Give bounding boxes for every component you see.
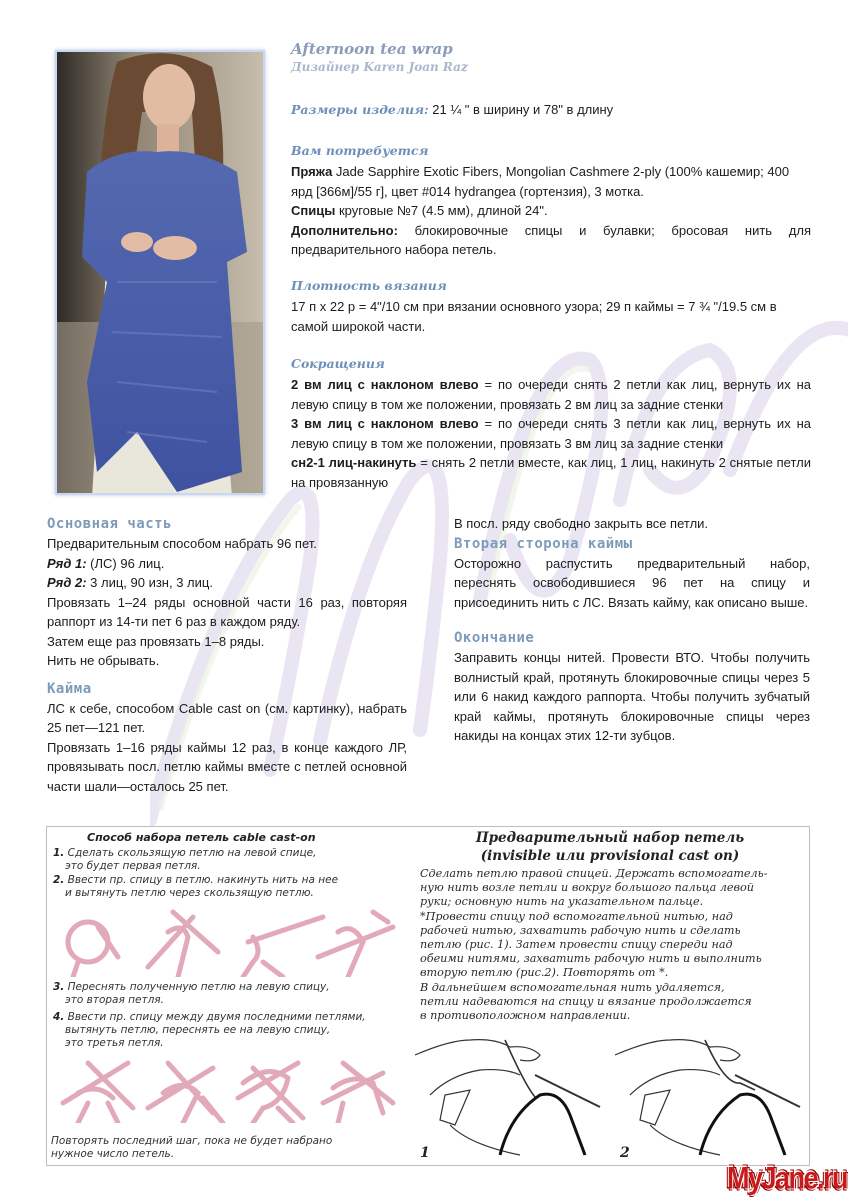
hand-figure-2	[615, 1040, 800, 1155]
site-logo[interactable]: MyJane.ru	[727, 1160, 848, 1196]
abbreviation-definition: = по очереди снять 2 петли как лиц, вернуть их на левую спицу в том же положении, провязать 2 вм лиц за задние стенки	[291, 377, 812, 412]
step-number: 4.	[53, 1011, 65, 1023]
instruction-line: вторую петлю (рис.2). Повторять от *.	[420, 966, 669, 980]
provisional-title-line: (invisible или provisional cast on)	[480, 848, 740, 864]
cable-cast-on-title: Способ набора петель cable cast-on	[87, 831, 316, 844]
abbreviation-term: 3 вм лиц с наклоном влево	[291, 416, 479, 431]
step-text: это будет первая петля.	[65, 860, 201, 872]
step-number: 3.	[53, 981, 65, 993]
border-heading: Кайма	[47, 680, 92, 697]
gauge-heading: Плотность вязания	[291, 278, 447, 293]
row-1-label: Ряд 1:	[47, 555, 87, 571]
row-1-text: (ЛС) 96 лиц.	[86, 555, 165, 571]
needles-text: круговые №7 (4.5 мм), длиной 24".	[335, 203, 548, 218]
yarn-label: Пряжа	[291, 164, 333, 179]
sizes-label: Размеры изделия:	[291, 102, 429, 117]
footer-text: Повторять последний шаг, пока не будет набрано	[51, 1135, 333, 1147]
main-part-heading: Основная часть	[47, 516, 173, 532]
abbreviations-section	[291, 353, 811, 492]
extras-paragraph	[291, 221, 811, 260]
extras-label: Дополнительно:	[291, 222, 398, 238]
instruction-line: в противоположном направлении.	[420, 1009, 631, 1023]
cast-on-step	[53, 874, 338, 900]
instruction-line: руки; основную нить на указательном пальце.	[420, 895, 704, 909]
transfer-loop-illustration	[318, 912, 393, 977]
materials-heading: Вам потребуется	[291, 143, 429, 158]
pattern-title: Afternoon tea wrap	[291, 40, 453, 58]
instruction-line: В дальнейшем вспомогательная нить удаляется,	[420, 980, 725, 994]
second-side-text: Осторожно распустить предварительный набор, переснять освободившиеся 96 пет на спицу и присоединить нить с ЛС. Вязать кайму, как описано выше.	[454, 555, 810, 610]
instruction-line: обеими нитями, захватить рабочую нить и выполнить	[420, 952, 762, 966]
main-part-extra-rows: Затем еще раз провязать 1–8 ряды.	[47, 633, 265, 649]
finishing-text: Заправить концы нитей. Провести ВТО. Чтобы получить волнистый край, протянуть блокировочные спицы через 5 или 6 накид каждого раппорта. Чтобы получить зубчатый край каймы, протянуть блокировочные спицы через накиды на концах этих 12-ти зубцов.	[454, 650, 810, 743]
step-text: Сделать скользящую петлю на левой спице,	[64, 847, 317, 859]
border-instructions: Провязать 1–16 ряды каймы 12 раз, в конце каждого ЛР, провязывать посл. петлю каймы вместе с петлей основной части шали—осталось 25 пет.	[47, 739, 407, 794]
provisional-cast-on-diagram	[410, 826, 810, 1166]
left-column	[47, 514, 407, 796]
cast-on-illustrations-row-2	[53, 1053, 405, 1123]
step-text: Ввести пр. спицу в петлю. накинуть нить на нее	[64, 874, 339, 886]
step-number: 2.	[53, 874, 65, 886]
row-2	[47, 573, 407, 593]
insert-needle-illustration	[148, 912, 218, 977]
model-photo	[55, 50, 265, 495]
abbreviation-term: сн2-1 лиц-накинуть	[291, 455, 417, 470]
figure-1-label: 1	[420, 1145, 430, 1161]
abbreviation-definition: = по очереди снять 3 петли как лиц, вернуть их на левую спицу в том же положении, провязать 3 вм лиц за задние стенки	[291, 416, 812, 451]
needles-paragraph	[291, 201, 811, 221]
materials-section	[291, 140, 811, 260]
needles-crossed-illustration-1	[63, 1063, 133, 1123]
row-2-label: Ряд 2:	[47, 575, 87, 590]
needles-crossed-illustration-2	[148, 1063, 223, 1123]
abbreviation-item	[291, 375, 811, 414]
right-column	[454, 514, 810, 746]
cable-cast-on-diagram	[46, 826, 412, 1166]
step-number: 1.	[53, 847, 65, 859]
cast-on-illustrations-row-1	[53, 907, 405, 977]
hand-illustrations	[410, 1035, 810, 1165]
instruction-line: петлю (рис. 1). Затем провести спицу спереди над	[420, 938, 733, 952]
hand-figure-1	[415, 1040, 600, 1155]
row-2-text: 3 лиц, 90 изн, 3 лиц.	[86, 575, 213, 590]
needles-crossed-illustration-3	[238, 1063, 303, 1123]
gauge-text: 17 п х 22 р = 4"/10 см при вязании основного узора; 29 п каймы = 7 ¾ "/19.5 см в самой широкой части.	[291, 299, 777, 334]
cast-on-footer	[51, 1135, 332, 1161]
row-1	[47, 554, 407, 574]
wrap-photo-illustration	[57, 52, 265, 495]
footer-text: нужное число петель.	[51, 1148, 175, 1160]
gauge-section	[291, 275, 811, 336]
abbreviation-term: 2 вм лиц с наклоном влево	[291, 377, 479, 392]
cast-on-step	[53, 847, 316, 873]
sizes-section	[291, 100, 811, 120]
slip-knot-illustration	[68, 922, 118, 977]
sizes-value: 21 ¼ " в ширину и 78" в длину	[428, 102, 614, 117]
instruction-line: Сделать петлю правой спицей. Держать вспомогатель-	[420, 867, 768, 880]
instruction-line: рабочей нитью, захватить рабочую нить и сделать	[420, 923, 741, 937]
finishing-heading: Окончание	[454, 630, 535, 646]
main-part-note: Нить не обрывать.	[47, 653, 160, 668]
instruction-line: ную нить возле петли и вокруг большого пальца левой	[420, 881, 754, 895]
yarn-paragraph	[291, 162, 811, 201]
cast-on-step	[53, 1011, 366, 1050]
step-text: это вторая петля.	[65, 994, 164, 1006]
second-side-heading: Вторая сторона каймы	[454, 535, 633, 552]
cast-on-step	[53, 981, 330, 1007]
step-text: вытянуть петлю, переснять ее на левую спицу,	[65, 1024, 331, 1036]
step-text: это третья петля.	[65, 1037, 164, 1049]
pull-loop-illustration	[243, 917, 323, 977]
main-part-repeat: Провязать 1–24 ряды основной части 16 раз, повторяя раппорт из 14-ти пет 6 раз в каждом ряду.	[47, 594, 407, 629]
provisional-instructions	[420, 867, 805, 1023]
needles-crossed-illustration-4	[323, 1063, 393, 1123]
step-text: Переснять полученную петлю на левую спицу,	[64, 981, 330, 993]
yarn-text: Jade Sapphire Exotic Fibers, Mongolian Cashmere 2-ply (100% кашемир; 400 ярд [366м]/55 г], цвет #014 hydrangea (гортензия), 3 мотка.	[291, 164, 790, 199]
extras-text: блокировочные спицы и булавки; бросовая нить для предварительного набора петель.	[291, 222, 811, 257]
figure-2-label: 2	[620, 1145, 630, 1161]
provisional-title	[410, 829, 810, 865]
border-cast-on: ЛС к себе, способом Cable cast on (см. картинку), набрать 25 пет—121 пет.	[47, 700, 407, 735]
instruction-line: *Провести спицу под вспомогательной нитью, над	[420, 909, 733, 923]
abbreviations-heading: Сокращения	[291, 356, 385, 371]
provisional-title-line: Предварительный набор петель	[475, 830, 745, 846]
abbreviation-item	[291, 453, 811, 492]
abbreviation-definition: = снять 2 петли вместе, как лиц, 1 лиц, накинуть 2 снятые петли на провязанную	[291, 455, 811, 490]
bind-off-text: В посл. ряду свободно закрыть все петли.	[454, 516, 709, 531]
main-part-cast-on: Предварительным способом набрать 96 пет.	[47, 536, 317, 551]
step-text: Ввести пр. спицу между двумя последними петлями,	[64, 1011, 366, 1023]
abbreviation-item	[291, 414, 811, 453]
instruction-line: петли надеваются на спицу и вязание продолжается	[420, 994, 752, 1008]
needles-label: Спицы	[291, 203, 336, 218]
step-text: и вытянуть петлю через скользящую петлю.	[65, 887, 314, 899]
designer-credit: Дизайнер Karen Joan Raz	[291, 60, 468, 74]
